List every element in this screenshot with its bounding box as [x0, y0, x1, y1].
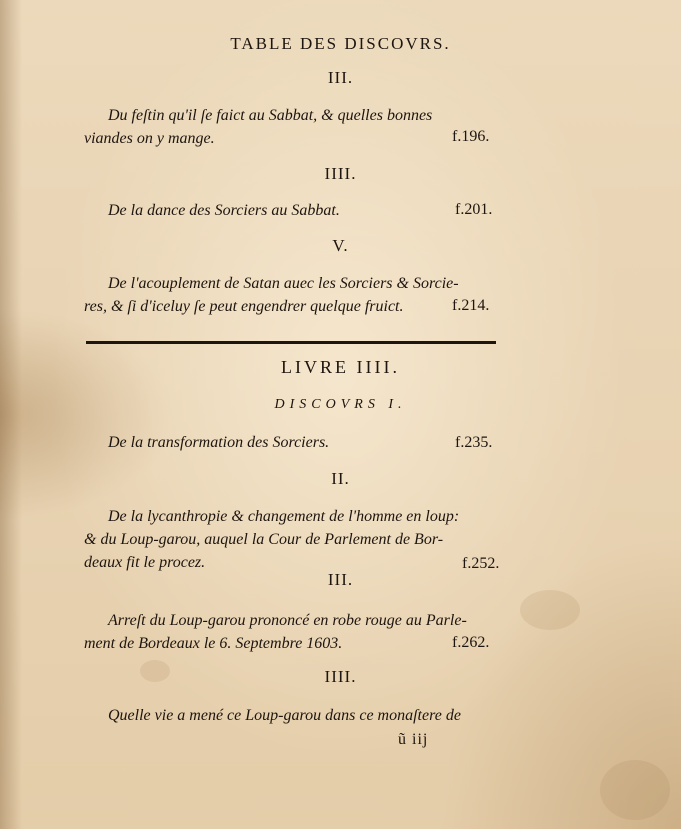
entry-line: viandes on y mange. — [84, 130, 215, 147]
entry-line: Du feſtin qu'il ſe faict au Sabbat, & quelles bonnes — [108, 107, 433, 124]
folio-number: f.235. — [455, 434, 493, 451]
paper-stain — [520, 590, 580, 630]
entry-line: De l'acouplement de Satan auec les Sorciers & Sorcie- — [108, 275, 459, 292]
section-number: III. — [327, 68, 354, 87]
horizontal-rule — [86, 341, 496, 344]
entry-line: deaux fit le procez. — [84, 554, 206, 571]
section-number: IIII. — [324, 667, 357, 686]
folio-number: f.201. — [455, 201, 493, 218]
discours-heading: DISCOVRS I. — [274, 397, 407, 412]
entry-line: Quelle vie a mené ce Loup-garou dans ce monaſtere de — [108, 707, 461, 724]
running-head: TABLE DES DISCOVRS. — [230, 34, 451, 53]
signature-mark: ũ iij — [398, 731, 429, 748]
toc-entry[interactable] — [84, 199, 500, 222]
section-number: III. — [327, 570, 354, 589]
folio-number: f.252. — [462, 555, 500, 572]
toc-entry[interactable] — [84, 431, 500, 454]
entry-line: De la dance des Sorciers au Sabbat. — [108, 202, 340, 219]
section-number: V. — [332, 236, 349, 255]
entry-line: Arreſt du Loup-garou prononcé en robe rouge au Parle- — [108, 612, 467, 629]
gutter-shadow — [0, 0, 22, 829]
folio-number: f.214. — [452, 297, 490, 314]
entry-line: De la lycanthropie & changement de l'homme en loup: — [108, 508, 460, 525]
toc-entry[interactable] — [84, 505, 500, 574]
section-number: IIII. — [324, 164, 357, 183]
toc-entry[interactable] — [84, 104, 500, 150]
paper-stain — [600, 760, 670, 820]
entry-line: res, & ſi d'iceluy ſe peut engendrer quelque fruict. — [84, 298, 404, 315]
toc-entry[interactable] — [84, 272, 500, 318]
folio-number: f.262. — [452, 634, 490, 651]
book-heading: LIVRE IIII. — [281, 357, 400, 377]
entry-line: & du Loup-garou, auquel la Cour de Parlement de Bor- — [84, 531, 444, 548]
entry-line: ment de Bordeaux le 6. Septembre 1603. — [84, 635, 343, 652]
section-number: II. — [331, 469, 350, 488]
toc-entry[interactable] — [84, 609, 500, 655]
entry-line: De la transformation des Sorciers. — [108, 434, 330, 451]
folio-number: f.196. — [452, 128, 490, 145]
toc-entry[interactable] — [84, 704, 500, 727]
